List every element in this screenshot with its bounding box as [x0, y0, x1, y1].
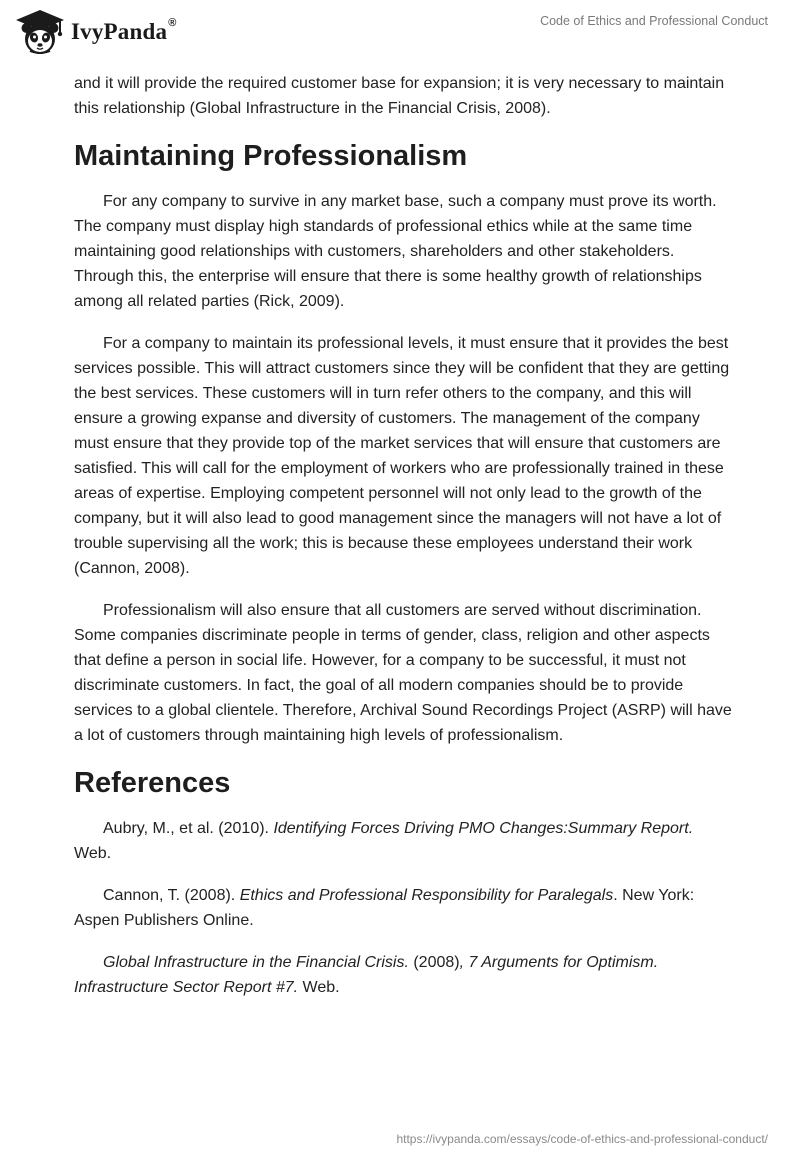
panda-graduate-icon	[14, 9, 66, 55]
reference-year: (2008)	[408, 954, 460, 971]
reference-title: Global Infrastructure in the Financial Crisis.	[103, 954, 409, 971]
document-title: Code of Ethics and Professional Conduct	[540, 14, 768, 28]
ivypanda-logo[interactable]	[14, 9, 177, 55]
lead-paragraph: and it will provide the required customer base for expansion; it is very necessary to maintain this relationship (Global Infrastructure in the Financial Crisis, 2008).	[74, 75, 725, 117]
reference-comma: ,	[459, 954, 465, 971]
reference-title: Identifying Forces Driving PMO Changes:Summary Report.	[273, 820, 694, 837]
reference-item	[74, 950, 734, 1000]
brand-name: IvyPanda®	[71, 17, 177, 44]
section-heading: Maintaining Professionalism	[74, 140, 468, 172]
paragraph-1: For any company to survive in any market base, such a company must prove its worth. The company must display high standards of professional ethics while at the same time maintaining good relationships with customers, shareholders and other stakeholders. Through this, the enterprise will ensure that there is some healthy growth of relationships among all related parties (Rick, 2009).	[74, 193, 717, 310]
reference-title: Ethics and Professional Responsibility for Paralegals	[239, 887, 614, 904]
reference-authors: Cannon, T. (2008).	[103, 887, 240, 904]
references-heading: References	[74, 767, 231, 799]
reference-rest: . New York: Aspen Publishers Online.	[74, 887, 695, 929]
reference-rest: Web.	[74, 845, 112, 862]
reference-subtitle: 7 Arguments for Optimism. Infrastructure Sector Report #7.	[74, 954, 659, 996]
reference-authors: Aubry, M., et al. (2010).	[103, 820, 274, 837]
reference-rest: Web.	[298, 979, 340, 996]
paragraph-3: Professionalism will also ensure that all customers are served without discrimination. Some companies discriminate people in terms of gender, class, religion and other aspects that define a person in social life. However, for a company to be successful, it must not discriminate customers. In fact, the goal of all modern companies should be to provide services to a global clientele. Therefore, Archival Sound Recordings Project (ASRP) will have a lot of customers through maintaining high levels of professionalism.	[74, 602, 732, 744]
page-header	[0, 0, 800, 64]
essay-content	[74, 71, 734, 1017]
reference-item	[74, 883, 734, 933]
reference-item	[74, 816, 734, 866]
trademark-symbol: ®	[168, 17, 177, 29]
source-url[interactable]: https://ivypanda.com/essays/code-of-ethics-and-professional-conduct/	[396, 1132, 768, 1146]
paragraph-2: For a company to maintain its professional levels, it must ensure that it provides the best services possible. This will attract customers since they will be confident that they are getting the best services. These customers will in turn refer others to the company, and this will ensure a growing expanse and diversity of customers. The management of the company must ensure that they provide top of the market services that will ensure that customers are satisfied. This will call for the employment of workers who are professionally trained in these areas of expertise. Employing competent personnel will not only lead to the growth of the company, but it will also lead to good management since the managers will not have a lot of trouble supervising all the work; this is because these employees understand their work (Cannon, 2008).	[74, 335, 730, 577]
